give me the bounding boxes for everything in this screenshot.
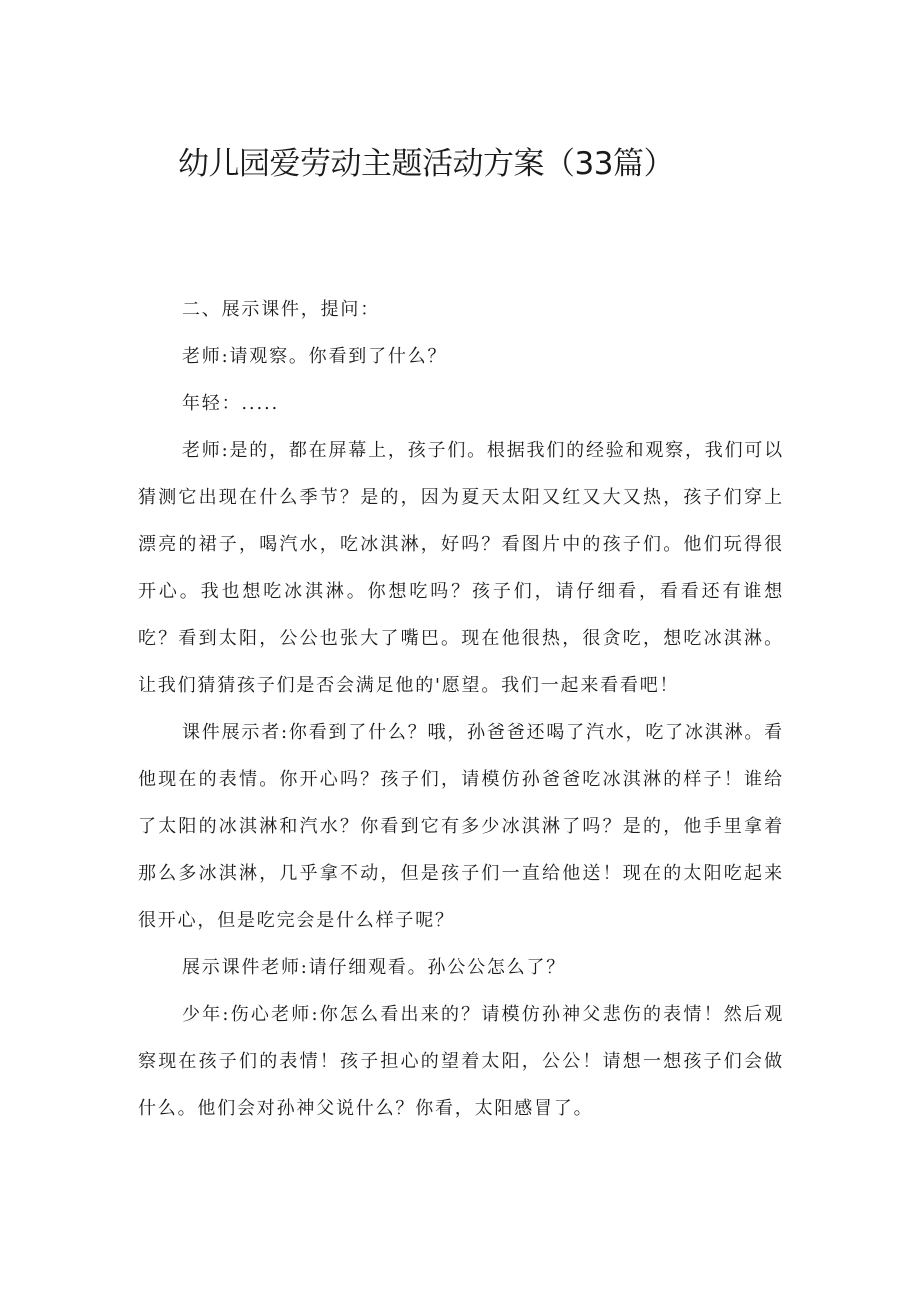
paragraph: 少年:伤心老师:你怎么看出来的？请模仿孙神父悲伤的表情！然后观察现在孩子们的表情！孩子担心的望着太阳，公公！请想一想孩子们会做什么。他们会对孙神父说什么？你看，太阳感冒了。	[138, 1004, 784, 1119]
document-title: 幼儿园爱劳动主题活动方案（33篇）	[178, 146, 674, 182]
paragraph: 课件展示者:你看到了什么？哦，孙爸爸还喝了汽水，吃了冰淇淋。看他现在的表情。你开心吗？孩子们，请模仿孙爸爸吃冰淇淋的样子！谁给了太阳的冰淇淋和汽水？你看到它有多少冰淇淋了吗？是的，他手里拿着那么多冰淇淋，几乎拿不动，但是孩子们一直给他送！现在的太阳吃起来很开心，但是吃完会是什么样子呢？	[138, 722, 784, 931]
paragraph: 老师:请观察。你看到了什么？	[182, 346, 448, 367]
paragraph: 展示课件老师:请仔细观看。孙公公怎么了？	[182, 957, 567, 978]
paragraph: 老师:是的，都在屏幕上，孩子们。根据我们的经验和观察，我们可以猜测它出现在什么季节？是的，因为夏天太阳又红又大又热，孩子们穿上漂亮的裙子，喝汽水，吃冰淇淋，好吗？看图片中的孩子们。他们玩得很开心。我也想吃冰淇淋。你想吃吗？孩子们，请仔细看，看看还有谁想吃？看到太阳，公公也张大了嘴巴。现在他很热，很贪吃，想吃冰淇淋。让我们猜猜孩子们是否会满足他的'愿望。我们一起来看看吧！	[138, 440, 784, 696]
paragraph: 年轻：.....	[182, 393, 280, 414]
paragraph: 二、展示课件，提问：	[182, 299, 380, 320]
document-body	[138, 286, 784, 1132]
